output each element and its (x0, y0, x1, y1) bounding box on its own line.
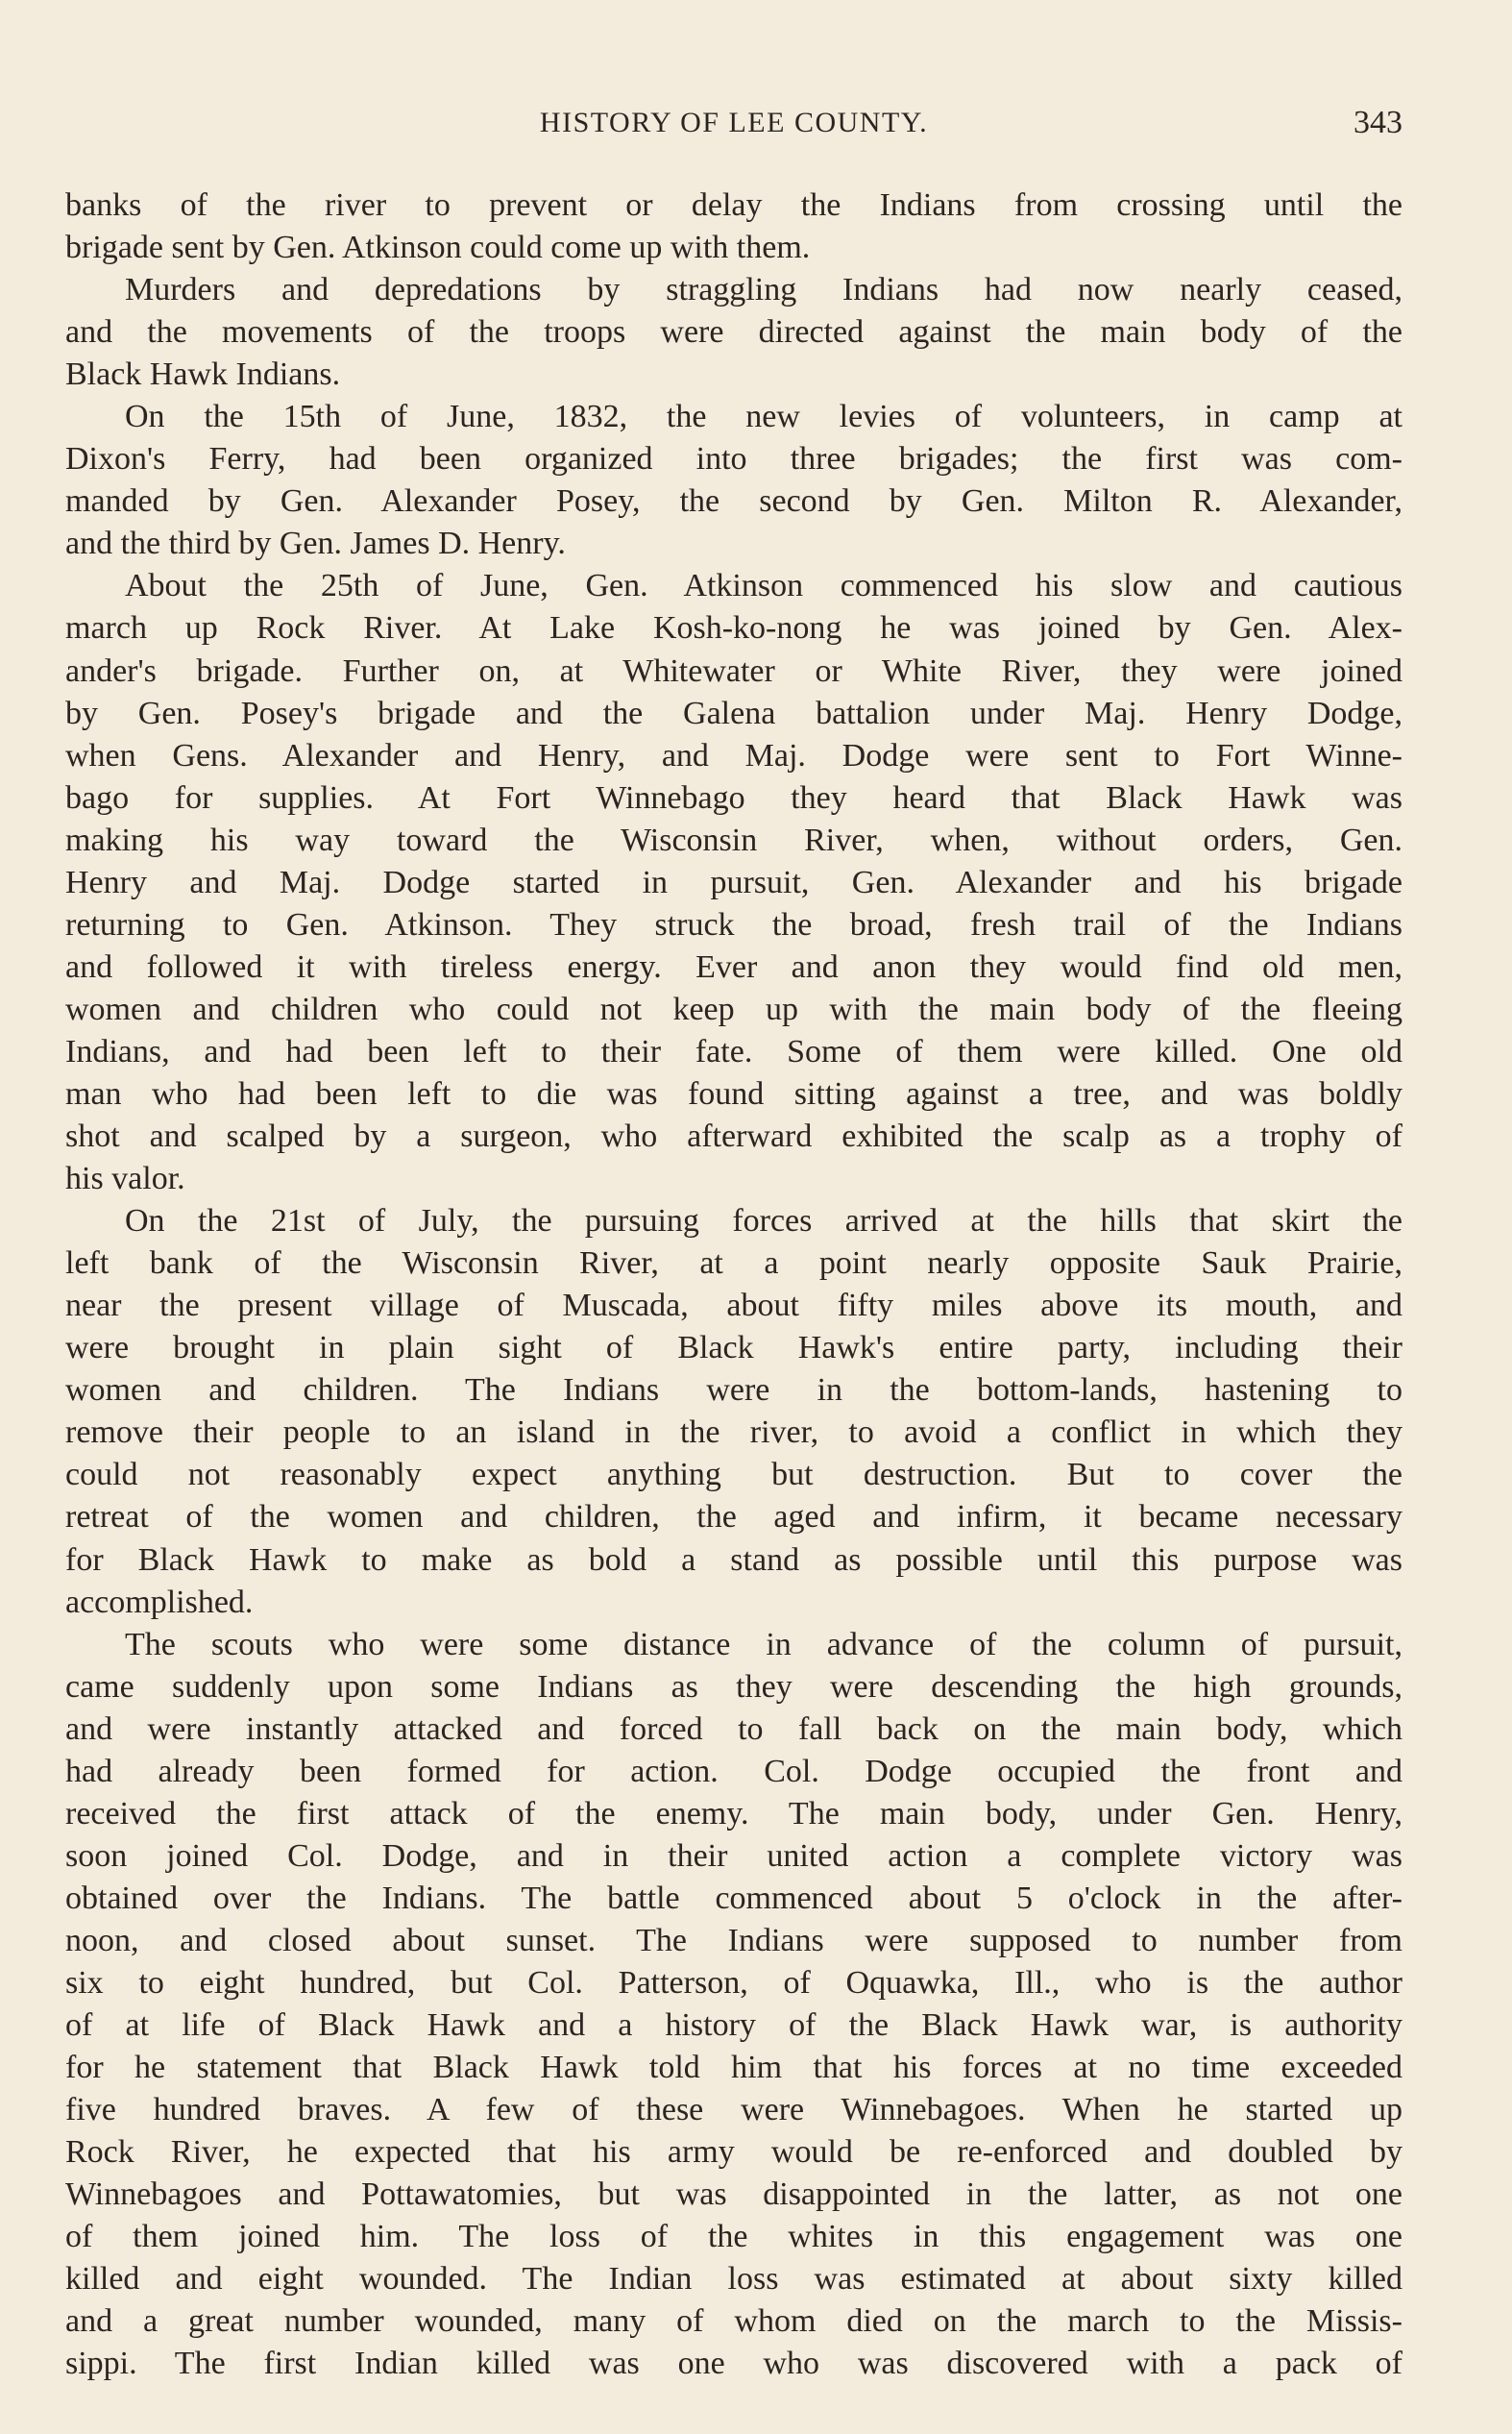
text-line: had already been formed for action. Col. Dodge occupied the front and (65, 1753, 1402, 1789)
text-line: and the movements of the troops were directed against the main body of the (65, 314, 1402, 351)
text-line: banks of the river to prevent or delay the Indians from crossing until the (65, 187, 1402, 223)
text-line: remove their people to an island in the river, to avoid a conflict in which they (65, 1414, 1402, 1451)
text-line: of them joined him. The loss of the whites in this engagement was one (65, 2219, 1402, 2255)
text-line: and a great number wounded, many of whom died on the march to the Missis- (65, 2303, 1402, 2340)
text-line: noon, and closed about sunset. The Indians were supposed to number from (65, 1922, 1402, 1958)
text-line: About the 25th of June, Gen. Atkinson commenced his slow and cautious (125, 568, 1402, 604)
text-line: when Gens. Alexander and Henry, and Maj. Dodge were sent to Fort Winne- (65, 737, 1402, 774)
text-line: and were instantly attacked and forced to fall back on the main body, which (65, 1710, 1402, 1747)
body-text (65, 184, 1402, 2385)
text-line: soon joined Col. Dodge, and in their united action a complete victory was (65, 1837, 1402, 1874)
text-line: Winnebagoes and Pottawatomies, but was disappointed in the latter, as not one (65, 2176, 1402, 2213)
text-line: The scouts who were some distance in advance of the column of pursuit, (125, 1626, 1402, 1662)
text-line: On the 15th of June, 1832, the new levies of volunteers, in camp at (125, 399, 1402, 435)
text-line: Murders and depredations by straggling Indians had now nearly ceased, (125, 272, 1402, 308)
text-line: could not reasonably expect anything but destruction. But to cover the (65, 1457, 1402, 1493)
text-line: for Black Hawk to make as bold a stand as possible until this purpose was (65, 1541, 1402, 1578)
text-line: his valor. (65, 1161, 185, 1197)
text-line: were brought in plain sight of Black Hawk's entire party, including their (65, 1330, 1402, 1366)
paragraph (65, 184, 1402, 269)
paragraph (65, 1624, 1402, 2386)
text-line: and followed it with tireless energy. Ever and anon they would find old men, (65, 948, 1402, 985)
running-title: HISTORY OF LEE COUNTY. (539, 107, 929, 138)
text-line: of at life of Black Hawk and a history of the Black Hawk war, is authority (65, 2007, 1402, 2044)
text-line: five hundred braves. A few of these were Winnebagoes. When he started up (65, 2092, 1402, 2128)
text-line: making his way toward the Wisconsin River, when, without orders, Gen. (65, 822, 1402, 858)
text-line: ander's brigade. Further on, at Whitewater or White River, they were joined (65, 652, 1402, 689)
text-line: On the 21st of July, the pursuing forces arrived at the hills that skirt the (125, 1203, 1402, 1240)
text-line: came suddenly upon some Indians as they were descending the high grounds, (65, 1668, 1402, 1705)
text-line: bago for supplies. At Fort Winnebago they heard that Black Hawk was (65, 779, 1402, 816)
paragraph (65, 565, 1402, 1200)
text-line: left bank of the Wisconsin River, at a point nearly opposite Sauk Prairie, (65, 1245, 1402, 1282)
text-line: obtained over the Indians. The battle commenced about 5 o'clock in the after- (65, 1880, 1402, 1916)
text-line: man who had been left to die was found sitting against a tree, and was boldly (65, 1075, 1402, 1112)
text-line: shot and scalped by a surgeon, who afterward exhibited the scalp as a trophy of (65, 1119, 1402, 1155)
text-line: retreat of the women and children, the aged and infirm, it became necessary (65, 1499, 1402, 1536)
text-line: near the present village of Muscada, about fifty miles above its mouth, and (65, 1288, 1402, 1324)
text-line: killed and eight wounded. The Indian loss was estimated at about sixty killed (65, 2261, 1402, 2298)
text-line: six to eight hundred, but Col. Patterson, of Oquawka, Ill., who is the author (65, 1964, 1402, 2001)
text-line: Henry and Maj. Dodge started in pursuit, Gen. Alexander and his brigade (65, 864, 1402, 900)
text-line: for he statement that Black Hawk told him that his forces at no time exceeded (65, 2050, 1402, 2086)
text-line: by Gen. Posey's brigade and the Galena battalion under Maj. Henry Dodge, (65, 695, 1402, 731)
paragraph (65, 269, 1402, 396)
text-line: accomplished. (65, 1584, 254, 1620)
text-line: Rock River, he expected that his army would be re-enforced and doubled by (65, 2134, 1402, 2171)
text-line: Dixon's Ferry, had been organized into three brigades; the first was com- (65, 441, 1402, 478)
text-line: women and children who could not keep up with the main body of the fleeing (65, 991, 1402, 1027)
running-head (65, 104, 1402, 142)
text-line: manded by Gen. Alexander Posey, the second by Gen. Milton R. Alexander, (65, 483, 1402, 520)
text-line: Indians, and had been left to their fate. Some of them were killed. One old (65, 1033, 1402, 1069)
text-line: Black Hawk Indians. (65, 356, 341, 393)
text-line: women and children. The Indians were in the bottom-lands, hastening to (65, 1372, 1402, 1409)
paragraph (65, 396, 1402, 565)
text-line: returning to Gen. Atkinson. They struck the broad, fresh trail of the Indians (65, 906, 1402, 943)
paragraph (65, 1200, 1402, 1623)
page-number: 343 (1353, 105, 1402, 140)
text-line: sippi. The first Indian killed was one who was discovered with a pack of (65, 2346, 1402, 2382)
text-line: received the first attack of the enemy. The main body, under Gen. Henry, (65, 1795, 1402, 1832)
text-line: brigade sent by Gen. Atkinson could come up with them. (65, 230, 811, 266)
text-line: march up Rock River. At Lake Kosh-ko-nong he was joined by Gen. Alex- (65, 610, 1402, 647)
text-line: and the third by Gen. James D. Henry. (65, 526, 566, 562)
